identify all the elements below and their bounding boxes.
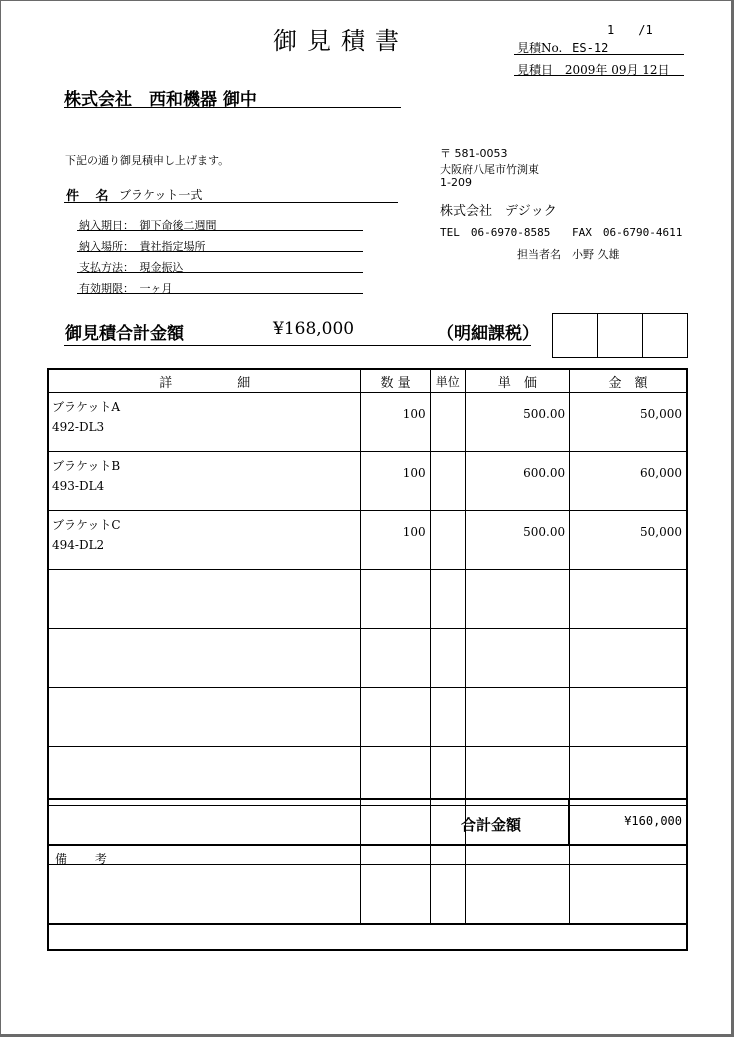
table-row <box>48 688 687 747</box>
header-quantity: 数 量 <box>361 369 430 393</box>
grand-total-divider <box>568 800 570 844</box>
total-amount-label: 御見積合計金額 <box>65 324 184 344</box>
item-code: 493-DL4 <box>52 479 105 493</box>
item-unit-price: 500.00 <box>465 511 569 570</box>
item-unit <box>430 452 465 511</box>
item-quantity <box>361 688 430 747</box>
item-amount <box>570 747 687 806</box>
item-unit <box>430 688 465 747</box>
term-underline <box>77 272 363 273</box>
sender-address-line1: 大阪府八尾市竹渕東 <box>440 163 539 176</box>
item-description <box>48 747 361 806</box>
item-quantity <box>361 570 430 629</box>
term-underline <box>77 230 363 231</box>
table-row <box>48 747 687 806</box>
quote-number-underline <box>514 54 684 55</box>
item-unit-price <box>465 688 569 747</box>
term-underline <box>77 293 363 294</box>
total-underline <box>64 345 531 346</box>
grand-total-row <box>47 798 688 846</box>
subject-value: ブラケット一式 <box>119 188 203 202</box>
item-description <box>48 629 361 688</box>
item-quantity <box>361 629 430 688</box>
item-unit-price <box>465 629 569 688</box>
item-name: ブラケットB <box>52 459 121 473</box>
sender-address-line2: 1-209 <box>440 176 472 189</box>
sender-contact: 担当者名 小野 久雄 <box>517 248 620 261</box>
table-row <box>48 393 687 452</box>
recipient-company: 株式会社 西和機器 御中 <box>64 90 257 110</box>
item-description <box>48 393 361 452</box>
item-unit <box>430 393 465 452</box>
stamp-cell <box>643 314 687 357</box>
item-unit-price <box>465 570 569 629</box>
item-description <box>48 452 361 511</box>
item-unit <box>430 511 465 570</box>
item-unit-price <box>465 747 569 806</box>
item-description <box>48 570 361 629</box>
table-row <box>48 452 687 511</box>
item-name: ブラケットA <box>52 400 121 414</box>
item-quantity: 100 <box>361 511 430 570</box>
grand-total-value: ¥160,000 <box>624 814 682 828</box>
remarks-box <box>47 844 688 951</box>
item-amount <box>570 688 687 747</box>
delivery-date-term: 納入期日： 御下命後二週間 <box>79 219 217 232</box>
item-description <box>48 688 361 747</box>
approval-stamp-box <box>552 313 688 358</box>
table-row <box>48 570 687 629</box>
item-quantity: 100 <box>361 452 430 511</box>
validity-term: 有効期限： 一ヶ月 <box>79 282 173 295</box>
tax-note: （明細課税） <box>437 324 539 344</box>
sender-company: 株式会社 デジック <box>440 204 557 219</box>
item-amount: 50,000 <box>570 393 687 452</box>
table-row <box>48 511 687 570</box>
document-title: 御見積書 <box>273 27 409 55</box>
item-name: ブラケットC <box>52 518 121 532</box>
item-amount: 60,000 <box>570 452 687 511</box>
item-amount <box>570 570 687 629</box>
quote-date-value: 2009年 09月 12日 <box>564 63 670 77</box>
table-header-row <box>48 369 687 393</box>
quote-number-label: 見積No. <box>517 41 563 55</box>
stamp-cell <box>553 314 598 357</box>
item-amount: 50,000 <box>570 511 687 570</box>
header-description: 詳 細 <box>48 369 361 393</box>
item-unit <box>430 629 465 688</box>
recipient-underline <box>64 107 401 108</box>
item-code: 494-DL2 <box>52 538 105 552</box>
item-amount <box>570 629 687 688</box>
item-code: 492-DL3 <box>52 420 105 434</box>
sender-postal-code: 〒 581-0053 <box>440 147 508 160</box>
page-indicator: 1 /1 <box>607 23 653 37</box>
item-description <box>48 511 361 570</box>
quote-date-underline <box>514 75 684 76</box>
quote-date-label: 見積日 <box>517 63 554 77</box>
sender-tel: TEL 06-6970-8585 <box>440 226 551 239</box>
header-unit-price: 単 価 <box>465 369 569 393</box>
delivery-place-term: 納入場所： 貴社指定場所 <box>79 240 206 253</box>
sender-fax: FAX 06-6790-4611 <box>572 226 683 239</box>
header-unit: 単位 <box>430 369 465 393</box>
subject-label: 件 名 <box>66 189 115 204</box>
header-amount: 金 額 <box>570 369 687 393</box>
item-unit <box>430 570 465 629</box>
total-amount-value: ¥168,000 <box>273 319 355 339</box>
term-underline <box>77 251 363 252</box>
subject-underline <box>64 202 398 203</box>
item-unit-price: 500.00 <box>465 393 569 452</box>
grand-total-label: 合計金額 <box>461 816 522 834</box>
greeting-text: 下記の通り御見積申し上げます。 <box>65 154 230 167</box>
table-row <box>48 629 687 688</box>
item-unit-price: 600.00 <box>465 452 569 511</box>
item-quantity: 100 <box>361 393 430 452</box>
item-quantity <box>361 747 430 806</box>
payment-method-term: 支払方法： 現金振込 <box>79 261 184 274</box>
stamp-cell <box>598 314 643 357</box>
quote-number-value: ES-12 <box>572 41 609 55</box>
remarks-label: 備 考 <box>55 852 119 866</box>
item-unit <box>430 747 465 806</box>
